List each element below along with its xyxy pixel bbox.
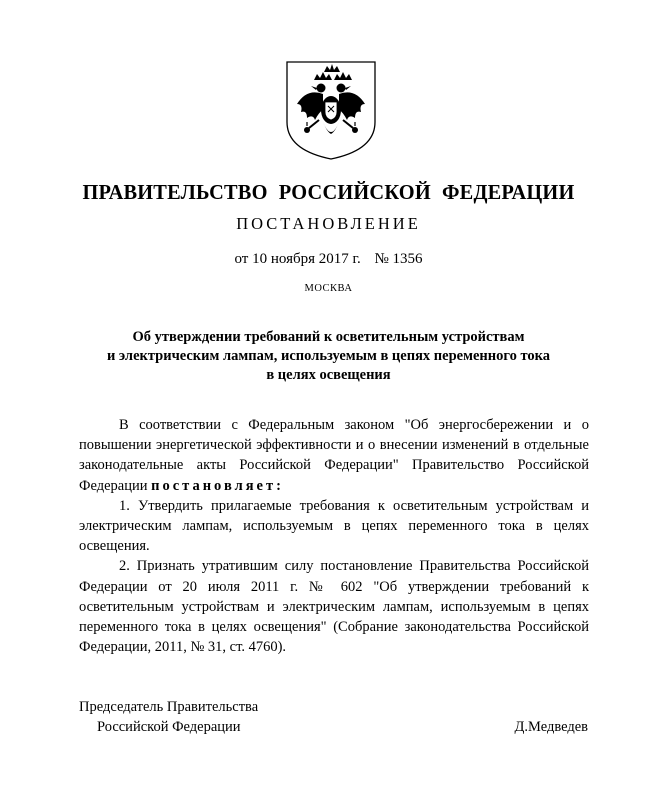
document-type: ПОСТАНОВЛЕНИЕ	[236, 214, 421, 233]
subject-line-3: в целях освещения	[266, 367, 391, 383]
preamble-text: В соответствии с Федеральным законом "Об энергосбережении и о повышении энергетической эффективности и о внесении изменений в отдельные законодательные акты Российской Федерации" Правительство Российской Федерации	[79, 417, 589, 494]
decides-colon: :	[276, 477, 284, 494]
position-line-1: Председатель Правительства	[79, 699, 259, 715]
document-number: № 1356	[374, 251, 423, 267]
document-date: от 10 ноября 2017 г.	[234, 251, 361, 267]
position-line-2: Российской Федерации	[97, 719, 241, 735]
signatory-position	[79, 697, 258, 737]
document-subject	[40, 328, 617, 385]
item-2-paragraph: 2. Признать утратившим силу постановление Правительства Российской Федерации от 20 июля 2011 г. № 602 "Об утверждении требований к осветительным устройствам и электрическим лампам, используемым в цепях переменного тока в целях освещения" (Собрание законодательства Российской Федерации, 2011, № 31, ст. 4760).	[79, 558, 589, 656]
coat-of-arms-icon	[283, 58, 379, 162]
document-body	[79, 415, 589, 657]
document-city: МОСКВА	[304, 283, 353, 294]
government-title: ПРАВИТЕЛЬСТВО РОССИЙСКОЙ ФЕДЕРАЦИИ	[82, 180, 575, 204]
decides-word: постановляет	[151, 477, 277, 494]
preamble-paragraph	[79, 415, 589, 496]
subject-line-1: Об утверждении требований к осветительным устройствам	[132, 329, 525, 345]
signatory-name: Д.Медведев	[514, 719, 588, 735]
document-date-line	[0, 251, 657, 268]
item-1-paragraph: 1. Утвердить прилагаемые требования к осветительным устройствам и электрическим лампам, используемым в цепях переменного тока в целях освещения.	[79, 497, 589, 555]
subject-line-2: и электрическим лампам, используемым в цепях переменного тока	[106, 348, 551, 364]
